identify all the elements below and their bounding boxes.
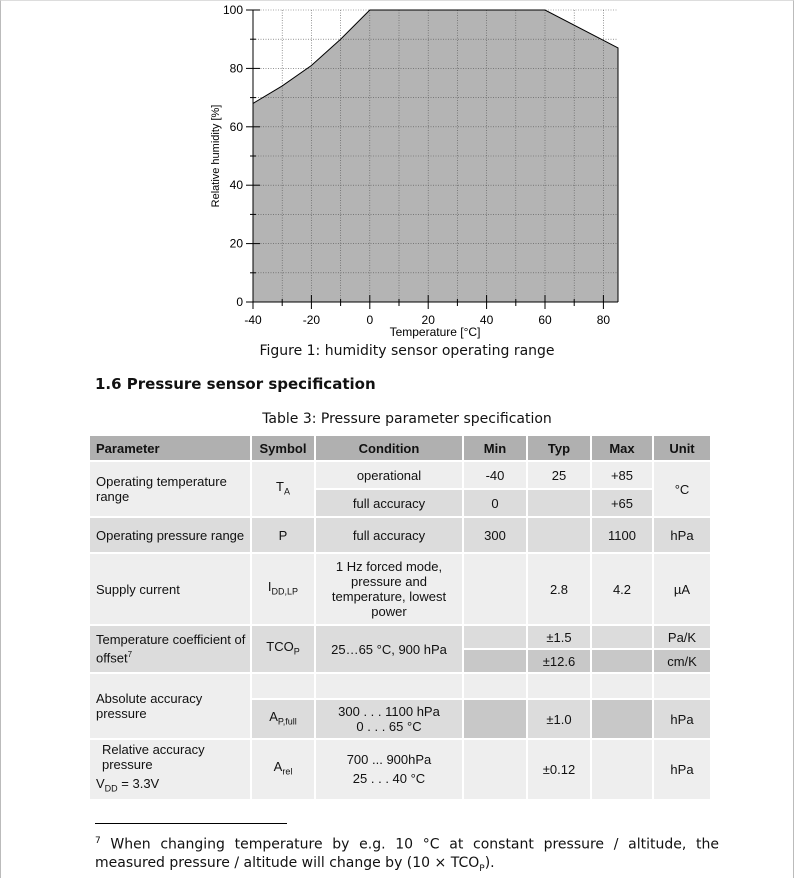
header-max: Max — [592, 436, 652, 460]
condition-cell: full accuracy — [316, 490, 462, 516]
param-operating-pressure: Operating pressure range — [90, 518, 250, 552]
table-row — [90, 554, 710, 624]
unit-cell: µA — [654, 554, 710, 624]
param-absolute-accuracy: Absolute accuracy pressure — [90, 674, 250, 738]
typ-cell — [528, 490, 590, 516]
footnote-divider — [95, 823, 287, 824]
y-tick-label: 0 — [236, 295, 243, 309]
typ-cell — [528, 674, 590, 698]
header-typ: Typ — [528, 436, 590, 460]
x-tick-label: 0 — [366, 313, 374, 327]
typ-cell: ±12.6 — [528, 650, 590, 672]
table-row — [90, 518, 710, 552]
min-cell: 300 — [464, 518, 526, 552]
symbol-idd: $I_{DD,LP}$ — [252, 554, 314, 624]
x-tick-label: 20 — [421, 313, 435, 327]
max-cell — [592, 700, 652, 738]
unit-cell: hPa — [654, 700, 710, 738]
min-cell — [464, 674, 526, 698]
typ-cell: ±1.0 — [528, 700, 590, 738]
min-cell — [464, 626, 526, 648]
x-tick-label: 80 — [596, 313, 611, 327]
condition-cell: 1 Hz forced mode, pressure and temperature, lowest power — [316, 554, 462, 624]
symbol-ap-full: $A_{P,full}$ — [252, 700, 314, 738]
x-tick-label: 60 — [538, 313, 552, 327]
condition-cell — [316, 674, 462, 698]
y-tick-label: 40 — [229, 178, 243, 193]
min-cell: -40 — [464, 462, 526, 488]
typ-cell — [528, 518, 590, 552]
condition-cell: operational — [316, 462, 462, 488]
unit-cell: hPa — [654, 740, 710, 799]
symbol-cell — [252, 674, 314, 698]
max-cell — [592, 740, 652, 799]
footnote: $^7$ When changing temperature by e.g. 10 °C at constant pressure / altitude, the measured pressure / altitude will change by $(10 \times TCO_P)$. — [95, 836, 719, 874]
y-tick-label: 20 — [229, 236, 243, 251]
param-relative-accuracy: Relative accuracy pressure $V_{DD} = 3.3V$ — [90, 740, 250, 799]
min-cell: 0 — [464, 490, 526, 516]
max-cell: 1100 — [592, 518, 652, 552]
typ-cell: ±1.5 — [528, 626, 590, 648]
y-tick-label: 80 — [229, 61, 243, 76]
condition-cell: 25…65 °C, 900 hPa — [316, 626, 462, 672]
max-cell — [592, 674, 652, 698]
pressure-spec-table — [88, 434, 712, 801]
table-row — [90, 626, 710, 648]
min-cell — [464, 554, 526, 624]
x-axis-label: Temperature [°C] — [389, 325, 481, 339]
y-axis-label: Relative humidity [%] — [210, 104, 222, 208]
header-parameter: Parameter — [90, 436, 250, 460]
condition-cell: full accuracy — [316, 518, 462, 552]
unit-cell: °C — [654, 462, 710, 516]
table-row — [90, 740, 710, 799]
symbol-arel: $A_{rel}$ — [252, 740, 314, 799]
header-min: Min — [464, 436, 526, 460]
symbol-ta: $T_A$ — [252, 462, 314, 516]
typ-cell: ±0.12 — [528, 740, 590, 799]
table-row — [90, 674, 710, 698]
typ-cell: 2.8 — [528, 554, 590, 624]
unit-cell — [654, 674, 710, 698]
max-cell — [592, 626, 652, 648]
table-header-row — [90, 436, 710, 460]
max-cell: 4.2 — [592, 554, 652, 624]
max-cell: +85 — [592, 462, 652, 488]
table-row — [90, 462, 710, 488]
header-unit: Unit — [654, 436, 710, 460]
unit-cell: cm/K — [654, 650, 710, 672]
min-cell — [464, 740, 526, 799]
unit-cell: hPa — [654, 518, 710, 552]
humidity-range-chart — [200, 0, 630, 345]
condition-cell: 700 ... 900hPa 25 . . . 40 °C — [316, 740, 462, 799]
y-tick-label: 60 — [229, 119, 243, 134]
header-condition: Condition — [316, 436, 462, 460]
param-supply-current: Supply current — [90, 554, 250, 624]
param-operating-temperature: Operating temperature range — [90, 462, 250, 516]
header-symbol: Symbol — [252, 436, 314, 460]
x-tick-label: -40 — [244, 313, 262, 327]
table-caption: Table 3: Pressure parameter specification — [262, 411, 552, 427]
section-heading: 1.6 Pressure sensor specification — [95, 375, 376, 393]
typ-cell: 25 — [528, 462, 590, 488]
symbol-tco: $TCO_P$ — [252, 626, 314, 672]
figure-caption: Figure 1: humidity sensor operating range — [259, 343, 555, 359]
x-tick-label: 40 — [479, 313, 494, 327]
max-cell: +65 — [592, 490, 652, 516]
y-tick-label: 100 — [222, 3, 243, 17]
symbol-p: P — [252, 518, 314, 552]
min-cell — [464, 650, 526, 672]
x-tick-label: -20 — [302, 313, 321, 327]
max-cell — [592, 650, 652, 672]
unit-cell: Pa/K — [654, 626, 710, 648]
min-cell — [464, 700, 526, 738]
param-temperature-coefficient: Temperature coefficient of offset$^7$ — [90, 626, 250, 672]
condition-cell: 300 . . . 1100 hPa 0 . . . 65 °C — [316, 700, 462, 738]
